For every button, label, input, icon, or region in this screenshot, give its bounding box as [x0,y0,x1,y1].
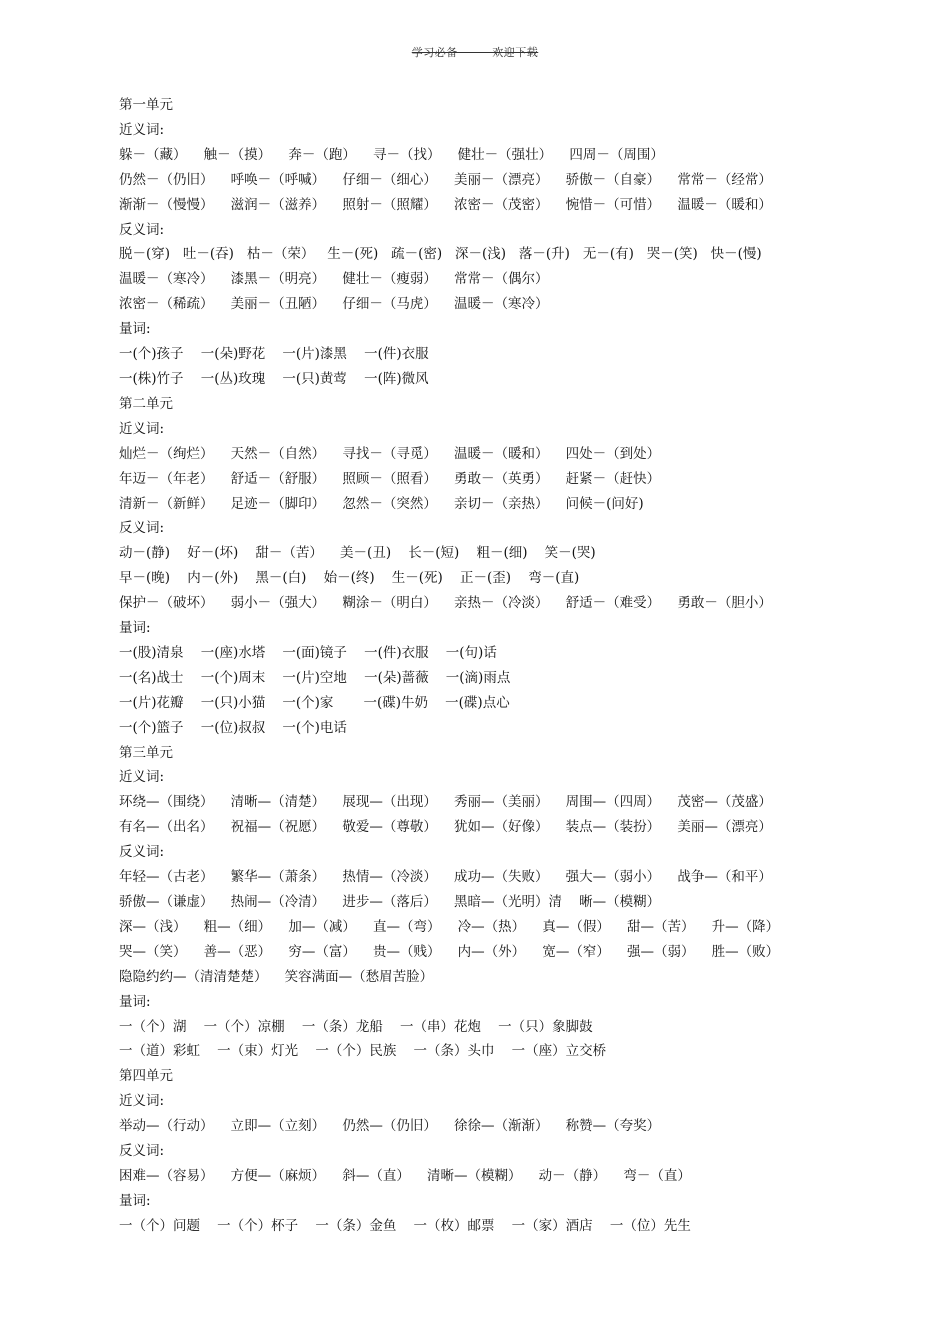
text-line: 年轻—（古老） 繁华—（萧条） 热情—（冷淡） 成功—（失败） 强大—（弱小） 战争—（和平） [119,869,772,886]
text-line: 灿烂－（绚烂） 天然－（自然） 寻找－（寻觅） 温暖－（暖和） 四处－（到处） [119,445,661,462]
document-body [119,93,910,1239]
text-line: 一(个)篮子 一(位)叔叔 一(个)电话 [119,719,347,736]
text-line: 一（个）湖 一（个）凉棚 一（条）龙船 一（串）花炮 一（只）象脚鼓 [119,1018,593,1035]
text-line: 一（个）问题 一（个）杯子 一（条）金鱼 一（枚）邮票 一（家）酒店 一（位）先生 [119,1217,691,1234]
text-line: 脱－(穿) 吐－(吞) 枯－（荣） 生－(死) 疏－(密) 深－(浅) 落－(升) 无－(有) 哭－(笑) 快－(慢) [119,246,762,263]
text-line: 第三单元 [119,744,173,761]
text-line: 保护－（破坏） 弱小－（强大） 糊涂－（明白） 亲热－（冷淡） 舒适－（难受） 勇敢－（胆小） [119,595,772,612]
text-line: 量词: [119,1192,151,1209]
text-line: 有名—（出名） 祝福—（祝愿） 敬爱—（尊敬） 犹如—（好像） 装点—（装扮） 美丽—（漂亮） [119,819,772,836]
text-line: 近义词: [119,121,165,138]
text-line: 一(株)竹子 一(丛)玫瑰 一(只)黄莺 一(阵)微风 [119,370,429,387]
text-line: 反义词: [119,1143,165,1160]
text-line: 一(个)孩子 一(朵)野花 一(片)漆黑 一(件)衣服 [119,346,429,363]
text-line: 举动—（行动） 立即—（立刻） 仍然—（仍旧） 徐徐—（渐渐） 称赞—（夸奖） [119,1118,661,1135]
text-line: 躲－（藏） 触－（摸） 奔－（跑） 寻－（找） 健壮－（强壮） 四周－（周围） [119,146,664,163]
page-header: 学习必备－－－欢迎下载 [411,46,539,59]
text-line: 环绕—（围绕） 清晰—（清楚） 展现—（出现） 秀丽—（美丽） 周围—（四周） 茂密—（茂盛） [119,794,772,811]
text-line: 温暖－（寒冷） 漆黑－（明亮） 健壮－（瘦弱） 常常－（偶尔） [119,271,549,288]
text-line: 深—（浅） 粗—（细） 加—（减） 直—（弯） 冷—（热） 真—（假） 甜—（苦） 升—（降） [119,918,780,935]
text-line: 渐渐－（慢慢） 滋润－（滋养） 照射－（照耀） 浓密－（茂密） 惋惜－（可惜） 温暖－（暖和） [119,196,772,213]
text-line: 反义词: [119,844,165,861]
text-line: 困难—（容易） 方便—（麻烦） 斜—（直） 清晰—（模糊） 动－（静） 弯－（直） [119,1167,691,1184]
text-line: 仍然－（仍旧） 呼唤－（呼喊） 仔细－（细心） 美丽－（漂亮） 骄傲－（自豪） 常常－（经常） [119,171,772,188]
text-line: 量词: [119,620,151,637]
text-line: 骄傲—（谦虚） 热闹—（冷清） 进步—（落后） 黑暗—（光明）清 晰—（模糊） [119,894,661,910]
text-line: 一(名)战士 一(个)周末 一(片)空地 一(朵)蔷薇 一(滴)雨点 [119,669,511,686]
text-line: 反义词: [119,520,165,537]
text-line: 量词: [119,993,151,1010]
text-line: 动－(静) 好－(坏) 甜－（苦） 美－(丑) 长－(短) 粗－(细) 笑－(哭) [119,545,596,562]
text-line: 哭—（笑） 善—（恶） 穷—（富） 贵—（贱） 内—（外） 宽—（窄） 强—（弱） 胜—（败） [119,943,780,960]
text-line: 年迈－（年老） 舒适－（舒服） 照顾－（照看） 勇敢－（英勇） 赶紧－（赶快） [119,470,661,487]
text-line: 隐隐约约—（清清楚楚） 笑容满面—（愁眉苦脸） [119,968,434,985]
text-line: 早－(晚) 内－(外) 黑－(白) 始－(终) 生－(死) 正－(歪) 弯－(直) [119,570,580,587]
text-line: 反义词: [119,221,165,238]
text-line: 一（道）彩虹 一（束）灯光 一（个）民族 一（条）头巾 一（座）立交桥 [119,1043,607,1060]
text-line: 近义词: [119,769,165,786]
text-line: 第一单元 [119,97,173,113]
text-line: 近义词: [119,420,165,437]
text-line: 近义词: [119,1093,165,1110]
text-line: 第四单元 [119,1068,173,1085]
text-line: 一(股)清泉 一(座)水塔 一(面)镜子 一(件)衣服 一(句)话 [119,644,497,661]
text-line: 浓密－（稀疏） 美丽－（丑陋） 仔细－（马虎） 温暖－（寒冷） [119,296,549,313]
text-line: 量词: [119,321,151,338]
text-line: 清新－（新鲜） 足迹－（脚印） 忽然－（突然） 亲切－（亲热） 问候－(问好) [119,495,644,512]
text-line: 第二单元 [119,395,173,412]
text-line: 一(片)花瓣 一(只)小猫 一(个)家 一(碟)牛奶 一(碟)点心 [119,694,510,711]
